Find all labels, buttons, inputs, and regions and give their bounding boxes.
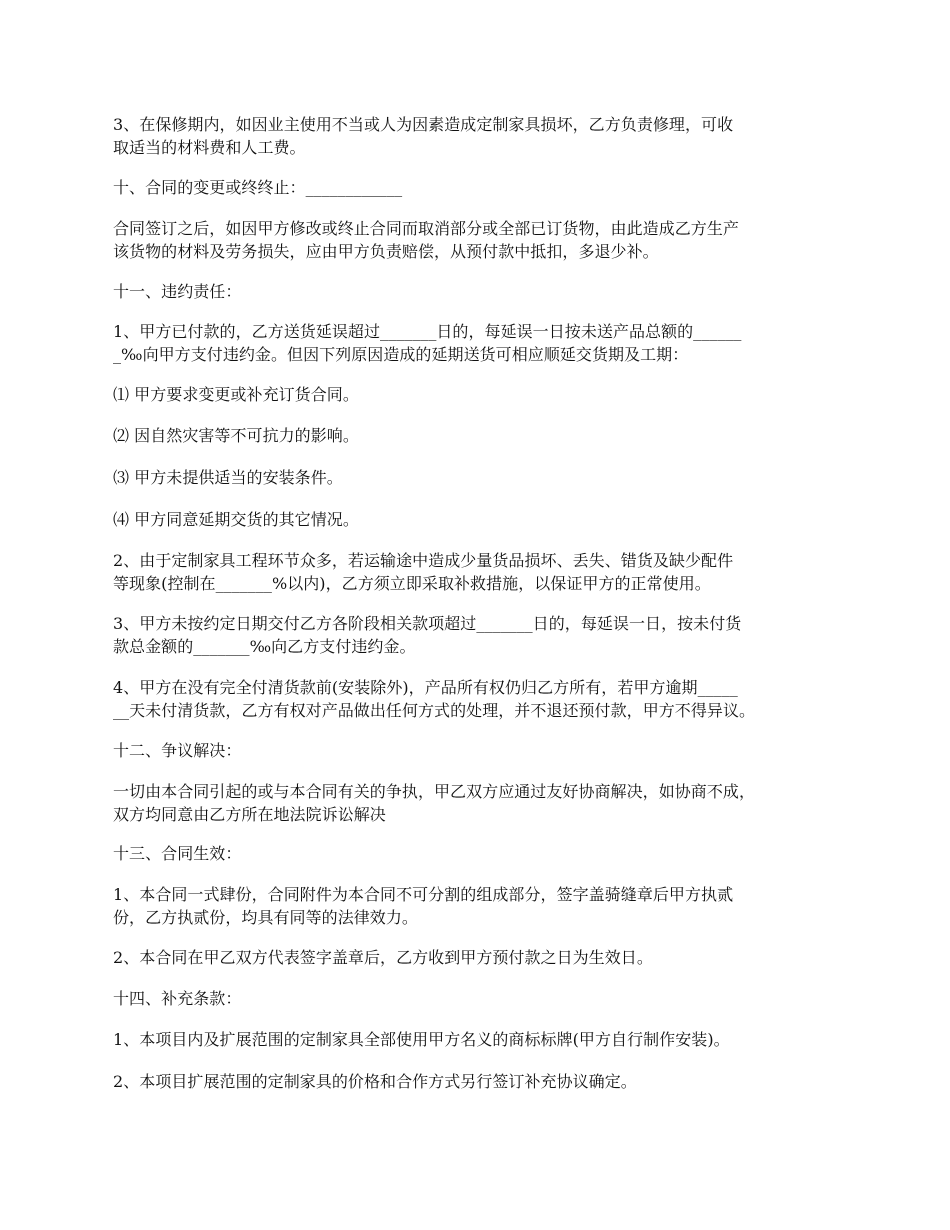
clause-breach-1-item-4: ⑷ 甲方同意延期交货的其它情况。	[113, 510, 359, 529]
clause-change-termination: 合同签订之后，如因甲方修改或终止合同而取消部分或全部已订货物，由此造成乙方生产 该货物的材料及劳务损失，应由甲方负责赔偿，从预付款中抵扣，多退少补。	[113, 219, 739, 261]
clause-supplement-2: 2、本项目扩展范围的定制家具的价格和合作方式另行签订补充协议确定。	[113, 1072, 637, 1091]
heading-section-10: 十、合同的变更或终终止：____________	[113, 178, 403, 197]
clause-breach-1-item-2: ⑵ 因自然灾害等不可抗力的影响。	[113, 426, 359, 445]
clause-effect-1: 1、本合同一式肆份，合同附件为本合同不可分割的组成部分，签字盖骑缝章后甲方执贰 份，乙方执贰份，均具有同等的法律效力。	[113, 885, 734, 927]
clause-breach-1-item-3: ⑶ 甲方未提供适当的安装条件。	[113, 468, 343, 487]
clause-dispute: 一切由本合同引起的或与本合同有关的争执，甲乙双方应通过友好协商解决，如协商不成， 双方均同意由乙方所在地法院诉讼解决	[113, 782, 756, 824]
clause-breach-1-item-1: ⑴ 甲方要求变更或补充订货合同。	[113, 385, 359, 404]
heading-section-11: 十一、违约责任：	[113, 282, 242, 301]
clause-breach-4: 4、甲方在没有完全付清货款前(安装除外)，产品所有权仍归乙方所有，若甲方逾期_____ __天未付清货款，乙方有权对产品做出任何方式的处理，并不退还预付款，甲方不得异议。	[113, 678, 756, 720]
heading-section-13: 十三、合同生效：	[113, 844, 242, 863]
clause-breach-3: 3、甲方未按约定日期交付乙方各阶段相关款项超过_______日的，每延误一日，按未付货 款总金额的_______‰向乙方支付违约金。	[113, 614, 742, 656]
clause-breach-1: 1、甲方已付款的，乙方送货延误超过_______日的，每延误一日按未送产品总额的______ _‰向甲方支付违约金。但因下列原因造成的延期送货可相应顺延交货期及工期：	[113, 322, 742, 364]
heading-section-12: 十二、争议解决：	[113, 741, 242, 760]
clause-supplement-1: 1、本项目内及扩展范围的定制家具全部使用甲方名义的商标标牌(甲方自行制作安装)。	[113, 1030, 730, 1049]
clause-effect-2: 2、本合同在甲乙双方代表签字盖章后，乙方收到甲方预付款之日为生效日。	[113, 948, 653, 967]
clause-warranty-3: 3、在保修期内，如因业主使用不当或人为因素造成定制家具损坏，乙方负责修理，可收 取适当的材料费和人工费。	[113, 115, 734, 157]
clause-breach-2: 2、由于定制家具工程环节众多，若运输途中造成少量货品损坏、丢失、错货及缺少配件 等现象(控制在_______%以内)，乙方须立即采取补救措施，以保证甲方的正常使用。	[113, 551, 734, 593]
heading-section-14: 十四、补充条款：	[113, 989, 242, 1008]
